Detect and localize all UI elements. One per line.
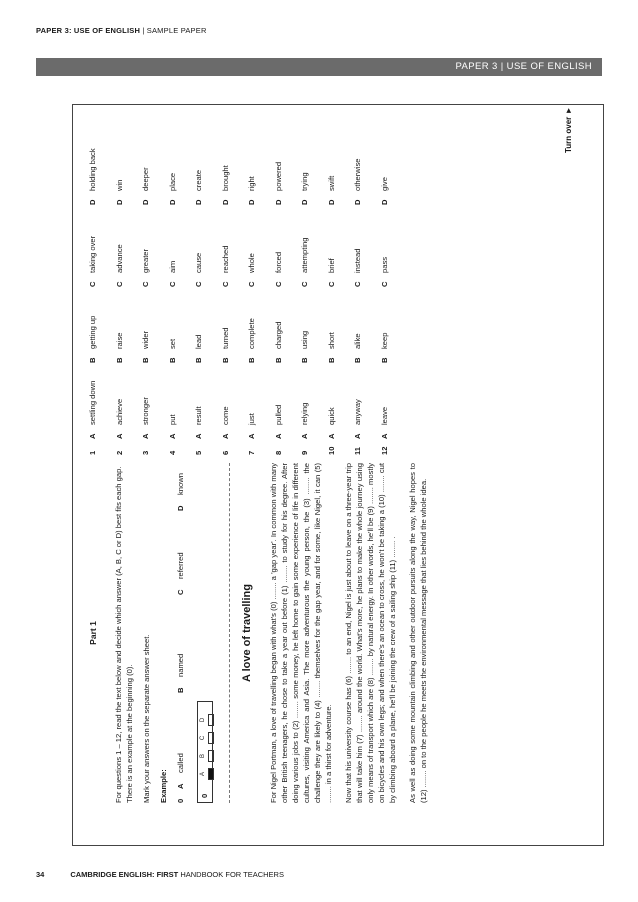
option-word-a: come (220, 406, 230, 425)
option-word-c: advance (114, 244, 124, 273)
option-word-a: leave (379, 406, 389, 425)
rotated-page (73, 106, 599, 845)
option-letter-d: D (353, 199, 362, 205)
example-letter-d: D (176, 505, 186, 511)
header-paper: PAPER 3: USE OF ENGLISH (36, 26, 141, 35)
instruction-2: Mark your answers on the separate answer sheet. (142, 634, 152, 803)
instructions (113, 463, 152, 803)
answer-col-c-letter: C (200, 735, 207, 741)
question-row (87, 115, 99, 455)
question-number: 6 (220, 450, 230, 455)
option-letter-d: D (220, 199, 230, 205)
option-letter-c: C (353, 281, 362, 287)
question-row (220, 115, 232, 455)
option-word-d: win (114, 179, 124, 191)
option-word-b: turned (220, 327, 230, 349)
text-paragraph-2: Now that his university course has (6) ........ to an end, Nigel is just about to leave on a three-year trip that will take him (7) ........ around the world. What's more, he plans to make the whole journey using only means of transport which are (8) ........ by natural energy. In other words, he'll be (9) ........ mostly on bicycles and his own legs; and when there's an ocean to cross, he won't be taking a (10) ........ cut by climbing aboard a plane, he'll be joining the crew of a sailing ship (11) ........ . (344, 463, 398, 803)
option-letter-b: B (88, 357, 97, 363)
divider (229, 463, 230, 803)
option-word-d: trying (300, 172, 309, 191)
option-word-a: quick (326, 407, 336, 425)
option-letter-d: D (167, 199, 177, 205)
answer-col-b (199, 750, 214, 762)
page-number: 34 (36, 870, 45, 879)
question-number: 11 (353, 446, 362, 455)
question-number: 4 (167, 450, 177, 455)
option-letter-b: B (220, 357, 230, 363)
option-letter-b: B (326, 357, 336, 363)
question-row (167, 115, 179, 455)
question-number: 1 (88, 450, 97, 455)
answer-col-d-letter: D (200, 717, 207, 723)
option-letter-a: A (247, 433, 256, 439)
option-letter-c: C (247, 281, 256, 287)
option-word-c: attempting (300, 237, 309, 273)
option-letter-a: A (167, 433, 177, 439)
option-letter-c: C (88, 281, 97, 287)
option-word-b: short (326, 332, 336, 349)
option-letter-c: C (326, 281, 336, 287)
option-letter-d: D (141, 199, 150, 205)
question-row (140, 115, 152, 455)
option-word-c: reached (220, 245, 230, 273)
option-letter-b: B (141, 357, 150, 363)
option-word-d: give (379, 177, 389, 191)
question-row (352, 115, 364, 455)
example-word-c: referred (176, 552, 186, 579)
option-letter-a: A (220, 433, 230, 439)
option-letter-c: C (273, 281, 283, 287)
answer-col-c (199, 732, 214, 744)
answer-col-d (199, 714, 214, 726)
option-letter-d: D (379, 199, 389, 205)
answer-bubble-c (208, 732, 214, 744)
answer-col-b-letter: B (200, 754, 207, 759)
option-word-a: pulled (273, 404, 283, 425)
option-word-c: brief (326, 258, 336, 273)
example-word-b: named (176, 653, 186, 677)
question-number: 5 (194, 450, 203, 455)
option-word-b: complete (247, 318, 256, 349)
option-letter-c: C (220, 281, 230, 287)
option-letter-d: D (247, 199, 256, 205)
answer-col-a-letter: A (200, 772, 207, 777)
option-letter-c: C (114, 281, 124, 287)
option-word-a: anyway (353, 399, 362, 425)
instruction-1: For questions 1 – 12, read the text below and decide which answer (A, B, C or D) best fits each gap. There is an example at the beginning (0). (114, 466, 135, 803)
example-word-d: known (176, 473, 186, 495)
question-options (73, 115, 599, 455)
option-letter-a: A (300, 433, 309, 439)
footer-title: CAMBRIDGE ENGLISH: FIRST (70, 870, 179, 879)
section-banner (36, 58, 602, 76)
option-letter-d: D (88, 199, 97, 205)
option-word-b: keep (379, 332, 389, 349)
header-sep: | (140, 26, 147, 35)
option-letter-c: C (167, 281, 177, 287)
answer-bubble-b (208, 750, 214, 762)
option-word-d: right (247, 176, 256, 191)
footer (36, 870, 284, 879)
option-word-a: just (247, 413, 256, 425)
option-word-b: lead (194, 334, 203, 349)
answer-sheet-num: 0 (200, 793, 210, 798)
option-letter-c: C (141, 281, 150, 287)
option-letter-b: B (379, 357, 389, 363)
option-word-d: brought (220, 165, 230, 191)
option-letter-d: D (194, 199, 203, 205)
option-letter-c: C (194, 281, 203, 287)
question-row (273, 115, 285, 455)
part-title: Part 1 (88, 621, 98, 645)
example-answer-sheet (197, 701, 213, 803)
option-letter-a: A (273, 433, 283, 439)
option-word-a: stronger (141, 397, 150, 425)
option-letter-a: A (141, 433, 150, 439)
option-letter-a: A (353, 433, 362, 439)
option-word-b: wider (141, 330, 150, 349)
option-word-b: using (300, 330, 309, 349)
option-word-d: create (194, 169, 203, 191)
question-row (379, 115, 391, 455)
option-letter-b: B (114, 357, 124, 363)
option-word-b: raise (114, 332, 124, 349)
footer-subtitle: HANDBOOK FOR TEACHERS (178, 870, 284, 879)
option-word-a: relying (300, 402, 309, 425)
option-letter-b: B (273, 357, 283, 363)
exam-page-frame (72, 104, 604, 846)
example-word-a: called (176, 753, 186, 773)
header-label (36, 26, 207, 35)
option-word-b: charged (273, 321, 283, 349)
option-word-a: result (194, 406, 203, 425)
example-options (175, 463, 189, 803)
option-word-d: place (167, 172, 177, 191)
option-word-c: whole (247, 253, 256, 273)
option-letter-c: C (300, 281, 309, 287)
option-word-c: cause (194, 252, 203, 273)
text-paragraph-1: For Nigel Portman, a love of travelling began with what's (0) ........ a 'gap year'. In common with many other British teenagers, he chose to take a year out before (1) ........ to study for his degree. After doing various jobs to (2) ........ some money, he left home to gain some experience of life in different cultures, visiting America and Asia. The more adventurous the young person, the (3) ........ the challenge they are likely to (4) ........ themselves for the gap year, and for some, like Nigel, it can (5) ........ in a thirst for adventure. (269, 463, 334, 803)
option-letter-d: D (273, 199, 283, 205)
question-row (299, 115, 311, 455)
example-letter-b: B (176, 687, 186, 693)
option-letter-d: D (326, 199, 336, 205)
banner-text: PAPER 3 | USE OF ENGLISH (455, 61, 592, 72)
option-word-a: settling down (88, 380, 97, 425)
text-title: A love of travelling (241, 584, 254, 683)
question-row (114, 115, 126, 455)
question-number: 8 (273, 450, 283, 455)
option-word-c: taking over (88, 235, 97, 273)
question-row (326, 115, 338, 455)
option-letter-a: A (114, 433, 124, 439)
option-word-c: aim (167, 260, 177, 273)
text-paragraph-3: As well as doing some mountain climbing and other outdoor pursuits along the way, Nigel hopes to (12) ........ on to the people he meets the environmental message that lies behind the whole idea. (408, 463, 429, 803)
option-word-a: put (167, 414, 177, 425)
option-letter-a: A (194, 433, 203, 439)
option-word-d: powered (273, 161, 283, 191)
question-number: 2 (114, 450, 124, 455)
question-number: 10 (326, 446, 336, 455)
question-number: 7 (247, 450, 256, 455)
answer-bubble-a (208, 768, 214, 780)
question-number: 9 (300, 450, 309, 455)
option-word-c: instead (353, 248, 362, 273)
question-row (246, 115, 258, 455)
question-number: 3 (141, 450, 150, 455)
option-word-d: deeper (141, 167, 150, 191)
option-letter-d: D (300, 199, 309, 205)
example-letter-c: C (176, 589, 186, 595)
turn-over-label: Turn over ► (564, 106, 573, 153)
page-inner (73, 106, 599, 845)
option-word-a: achieve (114, 398, 124, 425)
option-word-d: swift (326, 175, 336, 191)
option-word-c: forced (273, 251, 283, 273)
option-letter-b: B (167, 357, 177, 363)
example-letter-a: A (176, 783, 186, 789)
question-row (193, 115, 205, 455)
option-word-c: greater (141, 248, 150, 273)
option-letter-d: D (114, 199, 124, 205)
answer-col-a (199, 768, 214, 780)
option-letter-a: A (379, 433, 389, 439)
left-column (87, 463, 438, 803)
option-letter-b: B (353, 357, 362, 363)
option-letter-a: A (88, 433, 97, 439)
option-word-b: alike (353, 333, 362, 349)
header-kind: SAMPLE PAPER (146, 26, 207, 35)
example-num: 0 (176, 798, 186, 803)
option-word-b: getting up (88, 315, 97, 349)
example-label: Example: (159, 769, 169, 803)
option-word-b: set (167, 338, 177, 349)
question-number: 12 (379, 446, 389, 455)
option-letter-a: A (326, 433, 336, 439)
option-letter-b: B (194, 357, 203, 363)
option-word-c: pass (379, 256, 389, 273)
option-letter-b: B (300, 357, 309, 363)
option-word-d: otherwise (353, 158, 362, 191)
option-word-d: holding back (88, 148, 97, 191)
option-letter-c: C (379, 281, 389, 287)
answer-bubble-d (208, 714, 214, 726)
option-letter-b: B (247, 357, 256, 363)
